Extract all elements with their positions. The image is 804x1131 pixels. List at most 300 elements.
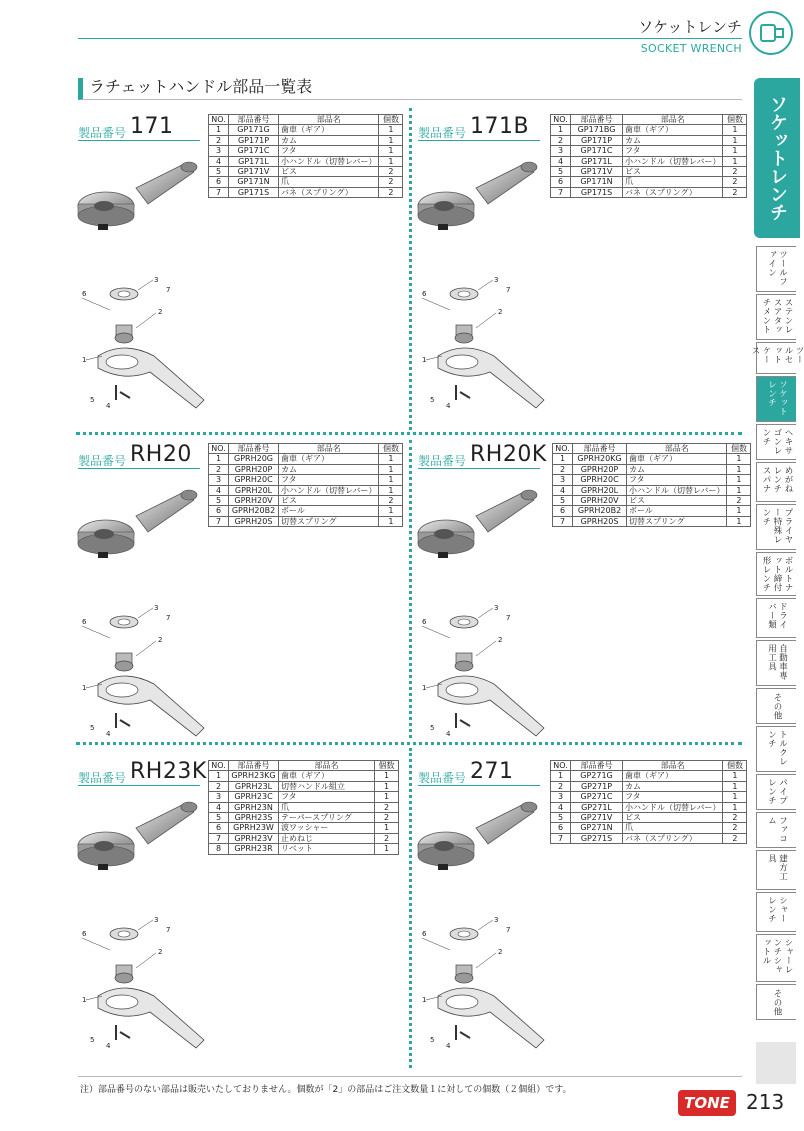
table-cell: GPRH20B2	[229, 506, 279, 516]
table-cell: GP171P	[229, 135, 279, 145]
table-cell: 切替スプリング	[627, 516, 727, 526]
sidebar-item[interactable]: ツールファイン	[756, 246, 796, 292]
sidebar-item[interactable]: ファコム	[756, 812, 796, 848]
page-number: 213	[746, 1090, 785, 1114]
table-cell: 5	[209, 813, 229, 823]
sidebar-item[interactable]: ボルトナット締付形レンチ	[756, 552, 796, 596]
svg-text:7: 7	[506, 926, 511, 934]
table-cell: GP171S	[229, 187, 279, 197]
table-cell: GP171P	[571, 135, 623, 145]
table-cell: 7	[551, 187, 571, 197]
table-cell: 1	[379, 464, 403, 474]
table-cell: 1	[379, 485, 403, 495]
table-cell: 小ハンドル（切替レバー）	[623, 802, 723, 812]
table-cell: 1	[727, 485, 751, 495]
table-cell: カム	[627, 464, 727, 474]
table-cell: 4	[209, 485, 229, 495]
table-cell: フタ	[623, 792, 723, 802]
table-row	[551, 833, 747, 843]
table-header-cell: 部品番号	[229, 444, 279, 454]
footnote: 注）部品番号のない部品は販売いたしておりません。個数が「2」の部品はご注文数量１に対しての個数（２個組）です。	[80, 1085, 572, 1095]
table-cell: 1	[379, 146, 403, 156]
table-header-cell: NO.	[551, 761, 571, 771]
table-cell: 1	[379, 516, 403, 526]
table-row	[553, 454, 751, 464]
ratchet-exploded-diagram	[76, 478, 216, 748]
svg-text:7: 7	[506, 286, 511, 294]
table-cell: 2	[375, 833, 399, 843]
table-header-cell: 部品名	[623, 115, 723, 125]
ratchet-exploded-diagram	[76, 150, 216, 420]
parts-table	[208, 443, 403, 527]
table-cell: 2	[551, 781, 571, 791]
table-cell: カム	[623, 135, 723, 145]
table-row	[553, 475, 751, 485]
divider-vertical	[409, 748, 412, 1068]
svg-text:3: 3	[154, 916, 159, 924]
table-cell: 6	[551, 177, 571, 187]
table-cell: ボール	[279, 506, 379, 516]
table-cell: GP171V	[229, 167, 279, 177]
table-cell: 2	[723, 823, 747, 833]
product-code: RH20	[130, 442, 192, 467]
table-cell: 止めねじ	[279, 833, 375, 843]
table-header-cell: 個数	[723, 115, 747, 125]
table-cell: 1	[379, 475, 403, 485]
table-row	[209, 516, 403, 526]
table-cell: 1	[379, 156, 403, 166]
section-title: ソケットレンチ	[638, 18, 742, 36]
table-cell: GPRH23N	[229, 802, 279, 812]
svg-text:5: 5	[90, 396, 95, 404]
table-row	[551, 823, 747, 833]
table-cell: 1	[727, 464, 751, 474]
table-cell: GPRH20S	[573, 516, 627, 526]
socket-wrench-icon	[748, 10, 794, 56]
footer-rule	[78, 1076, 742, 1077]
svg-text:2: 2	[158, 308, 163, 316]
table-cell: 2	[723, 167, 747, 177]
table-cell: GPRH20L	[573, 485, 627, 495]
table-cell: リベット	[279, 844, 375, 854]
table-cell: GPRH20P	[573, 464, 627, 474]
table-cell: 小ハンドル（切替レバー）	[279, 485, 379, 495]
table-cell: 2	[551, 135, 571, 145]
svg-text:6: 6	[82, 290, 87, 298]
table-row	[209, 771, 399, 781]
brand-logo: TONE	[678, 1090, 736, 1116]
table-cell: GP171V	[571, 167, 623, 177]
table-row	[553, 496, 751, 506]
table-row	[209, 802, 399, 812]
table-header-cell: NO.	[209, 444, 229, 454]
table-cell: 1	[379, 506, 403, 516]
parts-table	[550, 760, 747, 844]
table-row	[551, 125, 747, 135]
table-row	[209, 475, 403, 485]
table-header-cell: 部品番号	[571, 761, 623, 771]
product-number-label: 製品番号	[418, 771, 467, 785]
table-cell: 3	[209, 146, 229, 156]
svg-text:2: 2	[498, 308, 503, 316]
table-header-cell: 部品名	[279, 761, 375, 771]
table-header-cell: 部品名	[279, 444, 379, 454]
table-cell: 小ハンドル（切替レバー）	[279, 156, 379, 166]
product-code: 271	[470, 759, 514, 784]
table-cell: 小ハンドル（切替レバー）	[623, 156, 723, 166]
sidebar-item[interactable]: パイプレンチ	[756, 774, 796, 810]
table-row	[209, 177, 403, 187]
ratchet-exploded-diagram	[416, 478, 556, 748]
sidebar-item[interactable]: 自動車専用工具	[756, 640, 796, 686]
table-row	[551, 813, 747, 823]
table-row	[551, 167, 747, 177]
table-cell: GPRH20G	[229, 454, 279, 464]
table-row	[551, 187, 747, 197]
page-title: ラチェットハンドル部品一覧表	[78, 78, 742, 100]
table-cell: 3	[209, 475, 229, 485]
table-cell: 2	[723, 187, 747, 197]
table-cell: GPRH23C	[229, 792, 279, 802]
table-cell: GPRH20KG	[573, 454, 627, 464]
svg-text:2: 2	[158, 636, 163, 644]
table-cell: 5	[209, 496, 229, 506]
svg-text:6: 6	[422, 930, 427, 938]
table-cell: GP171C	[571, 146, 623, 156]
table-cell: 2	[723, 833, 747, 843]
parts-table	[552, 443, 751, 527]
table-cell: 2	[379, 177, 403, 187]
product-code-underline	[418, 785, 540, 786]
table-cell: 3	[551, 146, 571, 156]
table-cell: 2	[379, 496, 403, 506]
table-cell: GP171BG	[571, 125, 623, 135]
table-cell: フタ	[279, 146, 379, 156]
table-row	[551, 792, 747, 802]
table-cell: 歯車（ギア）	[279, 454, 379, 464]
svg-text:2: 2	[498, 948, 503, 956]
product-code-underline	[78, 785, 200, 786]
sidebar-item[interactable]: シャーレンチシャットル	[756, 934, 796, 982]
table-cell: 1	[727, 475, 751, 485]
svg-text:5: 5	[90, 1036, 95, 1044]
parts-table	[208, 114, 403, 198]
table-row	[209, 813, 399, 823]
sidebar-item[interactable]: その他	[756, 984, 796, 1020]
sidebar-item[interactable]: ソケットレンチ	[756, 376, 796, 422]
table-cell: 波ワッシャー	[279, 823, 375, 833]
table-cell: 5	[553, 496, 573, 506]
table-header-cell: 部品名	[279, 115, 379, 125]
svg-text:5: 5	[430, 1036, 435, 1044]
product-code-underline	[78, 140, 200, 141]
table-cell: バネ（スプリング）	[623, 187, 723, 197]
table-row	[551, 156, 747, 166]
table-cell: フタ	[623, 146, 723, 156]
table-row	[551, 771, 747, 781]
table-cell: 7	[551, 833, 571, 843]
table-cell: 爪	[623, 177, 723, 187]
table-cell: 歯車（ギア）	[279, 125, 379, 135]
table-cell: GPRH20P	[229, 464, 279, 474]
parts-table	[550, 114, 747, 198]
svg-text:1: 1	[422, 996, 427, 1004]
table-cell: 1	[723, 146, 747, 156]
table-cell: 6	[551, 823, 571, 833]
svg-text:5: 5	[90, 724, 95, 732]
table-row	[209, 454, 403, 464]
header-rule	[78, 38, 742, 39]
table-cell: GPRH23R	[229, 844, 279, 854]
table-cell: 2	[379, 187, 403, 197]
table-cell: 1	[209, 125, 229, 135]
table-row	[209, 506, 403, 516]
table-cell: GPRH20V	[573, 496, 627, 506]
table-cell: GPRH20C	[229, 475, 279, 485]
table-cell: 2	[375, 802, 399, 812]
product-number-label: 製品番号	[78, 126, 127, 140]
table-cell: 7	[553, 516, 573, 526]
ratchet-exploded-diagram	[416, 150, 556, 420]
table-header-cell: 個数	[379, 444, 403, 454]
table-cell: 6	[209, 177, 229, 187]
table-row	[553, 506, 751, 516]
table-row	[209, 135, 403, 145]
table-cell: ビス	[627, 496, 727, 506]
sidebar-item[interactable]: その他	[756, 688, 796, 724]
table-cell: 1	[375, 792, 399, 802]
svg-text:6: 6	[422, 290, 427, 298]
table-cell: 2	[723, 177, 747, 187]
table-cell: GP171L	[571, 156, 623, 166]
table-row	[209, 823, 399, 833]
ratchet-exploded-diagram	[76, 790, 216, 1060]
svg-text:5: 5	[430, 724, 435, 732]
divider-vertical	[409, 440, 412, 738]
table-header-cell: 部品名	[627, 444, 727, 454]
table-cell: フタ	[279, 792, 375, 802]
category-index	[750, 246, 804, 1022]
table-cell: GP171N	[571, 177, 623, 187]
product-code-underline	[78, 468, 200, 469]
table-row	[209, 167, 403, 177]
table-cell: GPRH20V	[229, 496, 279, 506]
table-cell: 1	[723, 802, 747, 812]
sidebar-item[interactable]: ツールセットケース	[756, 342, 796, 374]
table-row	[209, 833, 399, 843]
sidebar-item[interactable]: シャーレンチ	[756, 892, 796, 932]
table-cell: カム	[623, 781, 723, 791]
table-row	[209, 125, 403, 135]
table-cell: 2	[209, 135, 229, 145]
svg-text:6: 6	[82, 618, 87, 626]
svg-text:1: 1	[82, 684, 87, 692]
svg-text:4: 4	[446, 402, 451, 410]
table-cell: ボール	[627, 506, 727, 516]
table-cell: 切替ハンドル組立	[279, 781, 375, 791]
table-cell: GP171S	[571, 187, 623, 197]
table-row	[551, 177, 747, 187]
table-cell: 4	[553, 485, 573, 495]
sidebar-item[interactable]: めがねレンチスパナ	[756, 462, 796, 502]
svg-text:7: 7	[506, 614, 511, 622]
table-cell: 1	[375, 823, 399, 833]
table-cell: 7	[209, 833, 229, 843]
table-cell: GPRH20B2	[573, 506, 627, 516]
table-cell: GP271N	[571, 823, 623, 833]
table-row	[553, 516, 751, 526]
table-cell: 6	[209, 823, 229, 833]
sidebar-item[interactable]: ステンレスアタッチメント	[756, 294, 796, 340]
parts-table	[208, 760, 399, 855]
table-header-cell: 部品名	[623, 761, 723, 771]
table-cell: 2	[727, 496, 751, 506]
table-cell: 1	[375, 844, 399, 854]
sidebar-item[interactable]: 建方工具	[756, 850, 796, 890]
table-cell: 1	[209, 454, 229, 464]
table-cell: 歯車（ギア）	[623, 771, 723, 781]
table-header-cell: 部品番号	[229, 761, 279, 771]
table-cell: 1	[723, 781, 747, 791]
svg-text:6: 6	[422, 618, 427, 626]
table-cell: GP171L	[229, 156, 279, 166]
category-tab-active[interactable]: ソケットレンチ	[754, 78, 800, 238]
svg-text:6: 6	[82, 930, 87, 938]
table-cell: 2	[553, 464, 573, 474]
table-cell: ビス	[279, 167, 379, 177]
table-cell: 4	[209, 802, 229, 812]
product-code-underline	[418, 468, 540, 469]
table-cell: GP271G	[571, 771, 623, 781]
sidebar-footer-block	[756, 1042, 796, 1084]
table-row	[209, 781, 399, 791]
table-cell: GP271C	[571, 792, 623, 802]
svg-text:7: 7	[166, 286, 171, 294]
table-cell: GPRH20C	[573, 475, 627, 485]
sidebar-item[interactable]: プライヤー特殊レンチ	[756, 504, 796, 550]
section-subtitle: SOCKET WRENCH	[640, 42, 742, 55]
table-row	[209, 156, 403, 166]
table-header-cell: 部品番号	[229, 115, 279, 125]
table-row	[209, 496, 403, 506]
table-row	[209, 187, 403, 197]
table-cell: 4	[209, 156, 229, 166]
table-cell: バネ（スプリング）	[623, 833, 723, 843]
svg-text:7: 7	[166, 926, 171, 934]
table-header-cell: NO.	[209, 761, 229, 771]
table-row	[209, 792, 399, 802]
table-cell: GPRH20S	[229, 516, 279, 526]
table-header-cell: NO.	[553, 444, 573, 454]
table-cell: 5	[551, 167, 571, 177]
table-cell: GP271P	[571, 781, 623, 791]
divider-horizontal	[76, 432, 742, 435]
table-cell: 5	[209, 167, 229, 177]
table-row	[553, 485, 751, 495]
table-cell: GP271S	[571, 833, 623, 843]
table-cell: 歯車（ギア）	[279, 771, 375, 781]
table-cell: 1	[379, 454, 403, 464]
sidebar-item[interactable]: トルクレンチ	[756, 726, 796, 772]
table-cell: 爪	[279, 802, 375, 812]
table-cell: バネ（スプリング）	[279, 187, 379, 197]
table-cell: 4	[551, 802, 571, 812]
svg-text:4: 4	[446, 730, 451, 738]
table-cell: 1	[553, 454, 573, 464]
table-row	[551, 146, 747, 156]
table-header-cell: NO.	[209, 115, 229, 125]
table-row	[551, 781, 747, 791]
svg-text:4: 4	[106, 730, 111, 738]
table-row	[551, 802, 747, 812]
table-row	[209, 146, 403, 156]
table-cell: GPRH23V	[229, 833, 279, 843]
product-code: 171	[130, 114, 174, 139]
table-cell: GPRH23S	[229, 813, 279, 823]
product-code: RH23K	[130, 759, 207, 784]
table-cell: 6	[553, 506, 573, 516]
divider-vertical	[409, 108, 412, 430]
table-cell: 2	[209, 464, 229, 474]
table-cell: 4	[551, 156, 571, 166]
table-cell: 1	[551, 771, 571, 781]
table-cell: 歯車（ギア）	[627, 454, 727, 464]
sidebar-item[interactable]: ドライバー類	[756, 598, 796, 638]
product-code-underline	[418, 140, 540, 141]
table-cell: 7	[209, 516, 229, 526]
table-cell: フタ	[279, 475, 379, 485]
table-header-cell: NO.	[551, 115, 571, 125]
svg-text:3: 3	[154, 276, 159, 284]
table-cell: 8	[209, 844, 229, 854]
sidebar-item[interactable]: ヘキサゴンレンチ	[756, 424, 796, 460]
table-cell: 5	[551, 813, 571, 823]
table-cell: 歯車（ギア）	[623, 125, 723, 135]
svg-text:7: 7	[166, 614, 171, 622]
table-row	[209, 464, 403, 474]
table-cell: GP271L	[571, 802, 623, 812]
table-cell: 1	[727, 454, 751, 464]
table-cell: 3	[553, 475, 573, 485]
svg-text:3: 3	[154, 604, 159, 612]
table-cell: 1	[723, 771, 747, 781]
table-row	[551, 135, 747, 145]
product-number-label: 製品番号	[78, 771, 127, 785]
table-cell: 7	[209, 187, 229, 197]
table-row	[209, 485, 403, 495]
table-cell: ビス	[623, 813, 723, 823]
table-cell: フタ	[627, 475, 727, 485]
table-row	[553, 464, 751, 474]
product-number-label: 製品番号	[78, 454, 127, 468]
table-cell: 1	[379, 135, 403, 145]
svg-text:1: 1	[422, 684, 427, 692]
table-cell: GP171N	[229, 177, 279, 187]
table-header-cell: 個数	[379, 115, 403, 125]
table-cell: 1	[723, 135, 747, 145]
table-cell: ビス	[623, 167, 723, 177]
table-cell: 3	[209, 792, 229, 802]
svg-text:1: 1	[422, 356, 427, 364]
table-cell: 小ハンドル（切替レバー）	[627, 485, 727, 495]
product-number-label: 製品番号	[418, 454, 467, 468]
table-cell: 1	[723, 156, 747, 166]
table-cell: 2	[379, 167, 403, 177]
table-cell: GPRH23W	[229, 823, 279, 833]
svg-text:4: 4	[106, 402, 111, 410]
svg-text:1: 1	[82, 356, 87, 364]
ratchet-exploded-diagram	[416, 790, 556, 1060]
